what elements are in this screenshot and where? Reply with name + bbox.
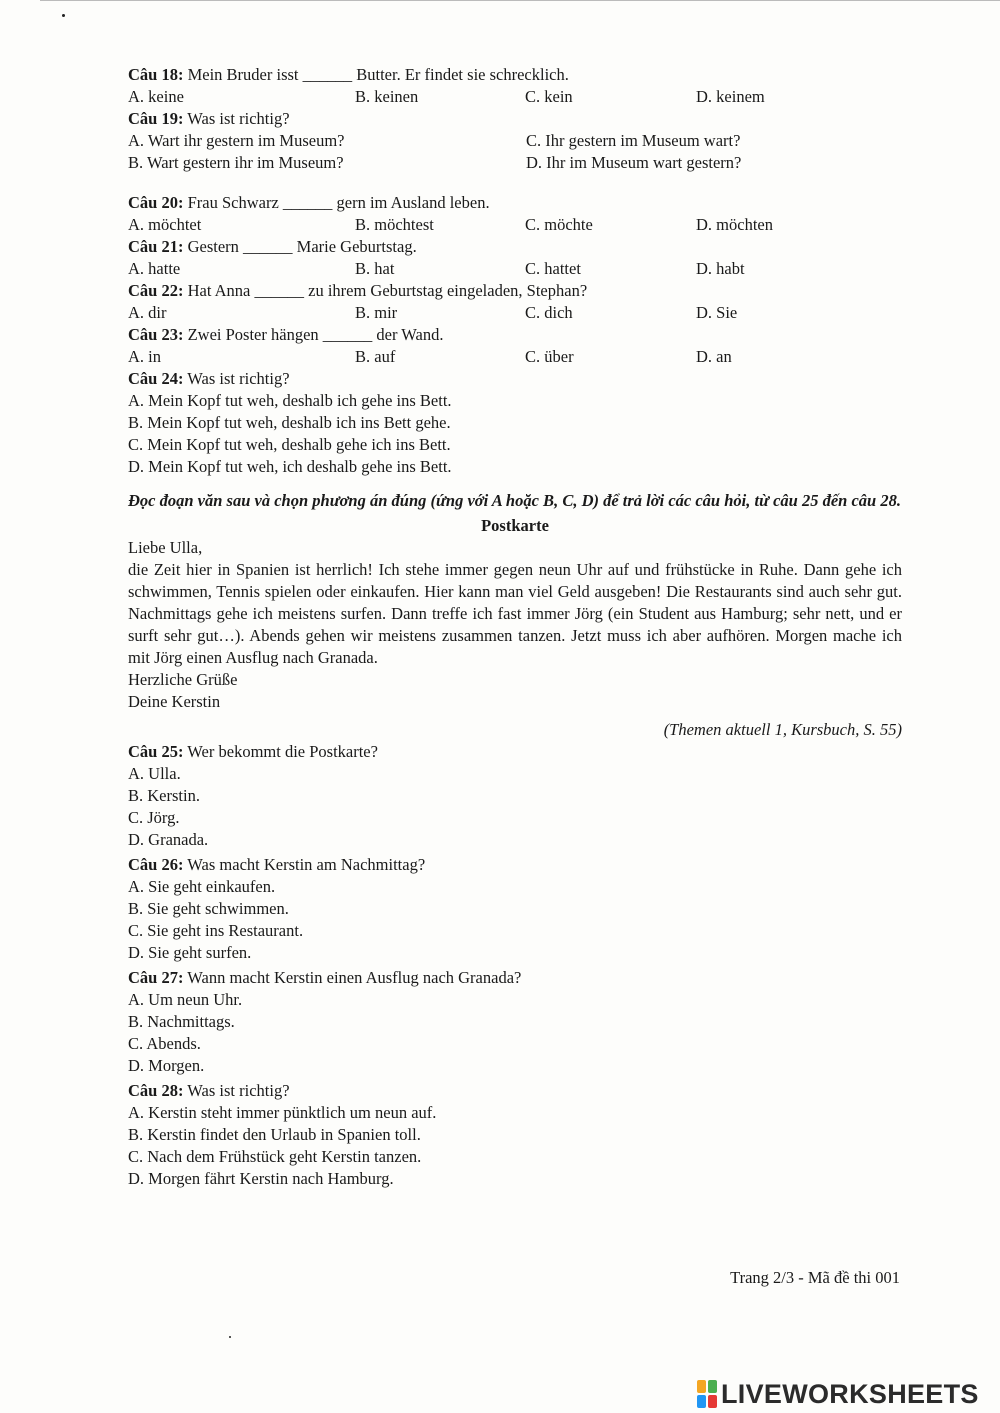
options-26 [128, 876, 902, 964]
brand-text: LIVEWORKSHEETS [721, 1378, 979, 1409]
question-20 [128, 192, 902, 214]
postcard-source: (Themen aktuell 1, Kursbuch, S. 55) [663, 720, 902, 739]
question-text: Wer bekommt die Postkarte? [187, 742, 378, 761]
option-a[interactable]: A. dir [128, 303, 167, 322]
option-c[interactable]: C. Ihr gestern im Museum wart? [526, 131, 741, 150]
option-a[interactable]: A. möchtet [128, 215, 202, 234]
question-text: Frau Schwarz ______ gern im Ausland leben. [187, 193, 490, 212]
option-c[interactable]: C. Sie geht ins Restaurant. [128, 921, 304, 940]
option-d[interactable]: D. Ihr im Museum wart gestern? [526, 153, 742, 172]
question-24 [128, 368, 902, 390]
option-d[interactable]: D. habt [696, 259, 745, 278]
options-19 [128, 130, 902, 174]
postcard-signature: Deine Kerstin [128, 692, 221, 711]
option-b[interactable]: B. Sie geht schwimmen. [128, 899, 289, 918]
option-d[interactable]: D. Mein Kopf tut weh, ich deshalb gehe ins Bett. [128, 457, 452, 476]
question-text: Was ist richtig? [187, 369, 290, 388]
question-text: Zwei Poster hängen ______ der Wand. [187, 325, 444, 344]
option-c[interactable]: C. möchte [525, 215, 593, 234]
option-d[interactable]: D. Sie [696, 303, 738, 322]
options-27 [128, 989, 902, 1077]
question-27 [128, 967, 902, 989]
question-25 [128, 741, 902, 763]
option-a[interactable]: A. Wart ihr gestern im Museum? [128, 131, 345, 150]
postcard-title: Postkarte [481, 516, 549, 535]
question-label: Câu 25: [128, 742, 184, 761]
option-b[interactable]: B. Kerstin findet den Urlaub in Spanien toll. [128, 1125, 421, 1144]
option-a[interactable]: A. keine [128, 87, 184, 106]
logo-square [697, 1395, 706, 1408]
option-d[interactable]: D. Granada. [128, 830, 209, 849]
option-a[interactable]: A. Um neun Uhr. [128, 990, 243, 1009]
options-22 [128, 302, 902, 324]
postcard-body: die Zeit hier in Spanien ist herrlich! Ich stehe immer gegen neun Uhr auf und frühstücke in Ruhe. Dann gehe ich schwimmen, Tennis spielen oder einkaufen. Hier kann man viel Geld ausgeben! Die Restaurants sind auch sehr gut. Nachmittags gehe ich meistens surfen. Dann treffe ich fast immer Jörg (ein Student aus Hamburg; sehr nett, und er surft sehr gut…). Abends gehen wir meistens zusammen tanzen. Jetzt muss ich aber aufhören. Morgen mache ich mit Jörg einen Ausflug nach Granada. [128, 560, 902, 667]
question-label: Câu 18: [128, 65, 184, 84]
spacer [128, 174, 902, 186]
option-c[interactable]: C. dich [525, 303, 573, 322]
question-text: Wann macht Kerstin einen Ausflug nach Granada? [187, 968, 522, 987]
option-a[interactable]: A. Sie geht einkaufen. [128, 877, 276, 896]
top-border-line [40, 0, 1000, 1]
question-text: Gestern ______ Marie Geburtstag. [187, 237, 417, 256]
question-label: Câu 19: [128, 109, 184, 128]
option-b[interactable]: B. Mein Kopf tut weh, deshalb ich ins Bett gehe. [128, 413, 451, 432]
option-a[interactable]: A. hatte [128, 259, 181, 278]
option-c[interactable]: C. Nach dem Frühstück geht Kerstin tanzen. [128, 1147, 422, 1166]
question-label: Câu 23: [128, 325, 184, 344]
question-text: Was ist richtig? [187, 109, 290, 128]
option-b[interactable]: B. auf [355, 347, 396, 366]
question-text: Was ist richtig? [187, 1081, 290, 1100]
question-label: Câu 24: [128, 369, 184, 388]
option-d[interactable]: D. Morgen fährt Kerstin nach Hamburg. [128, 1169, 394, 1188]
option-c[interactable]: C. über [525, 347, 574, 366]
option-b[interactable]: B. keinen [355, 87, 419, 106]
options-18 [128, 86, 902, 108]
option-d[interactable]: D. keinem [696, 87, 765, 106]
question-label: Câu 22: [128, 281, 184, 300]
options-21 [128, 258, 902, 280]
scan-dot [229, 1336, 231, 1338]
question-23 [128, 324, 902, 346]
option-c[interactable]: C. hattet [525, 259, 581, 278]
exam-content [128, 64, 902, 1190]
question-label: Câu 20: [128, 193, 184, 212]
option-b[interactable]: B. mir [355, 303, 398, 322]
question-18 [128, 64, 902, 86]
option-a[interactable]: A. Mein Kopf tut weh, deshalb ich gehe ins Bett. [128, 391, 452, 410]
question-text: Was macht Kerstin am Nachmittag? [187, 855, 426, 874]
option-b[interactable]: B. Wart gestern ihr im Museum? [128, 153, 344, 172]
option-d[interactable]: D. möchten [696, 215, 773, 234]
options-20 [128, 214, 902, 236]
question-label: Câu 28: [128, 1081, 184, 1100]
options-24 [128, 390, 902, 478]
question-19 [128, 108, 902, 130]
option-d[interactable]: D. an [696, 347, 732, 366]
question-text: Hat Anna ______ zu ihrem Geburtstag eingeladen, Stephan? [187, 281, 588, 300]
option-b[interactable]: B. möchtest [355, 215, 434, 234]
question-label: Câu 21: [128, 237, 184, 256]
option-a[interactable]: A. Kerstin steht immer pünktlich um neun auf. [128, 1103, 437, 1122]
option-c[interactable]: C. Mein Kopf tut weh, deshalb gehe ich ins Bett. [128, 435, 451, 454]
option-d[interactable]: D. Morgen. [128, 1056, 205, 1075]
question-label: Câu 26: [128, 855, 184, 874]
logo-square [708, 1395, 717, 1408]
option-c[interactable]: C. kein [525, 87, 573, 106]
question-26 [128, 854, 902, 876]
question-22 [128, 280, 902, 302]
postcard-greeting: Liebe Ulla, [128, 538, 203, 557]
scan-dot [62, 14, 65, 17]
options-28 [128, 1102, 902, 1190]
option-a[interactable]: A. in [128, 347, 161, 366]
liveworksheets-brand[interactable] [697, 1378, 979, 1410]
options-23 [128, 346, 902, 368]
question-label: Câu 27: [128, 968, 184, 987]
liveworksheets-logo-icon [697, 1380, 717, 1408]
page-footer: Trang 2/3 - Mã đề thi 001 [730, 1268, 900, 1287]
logo-square [697, 1380, 706, 1393]
reading-instruction: Đọc đoạn văn sau và chọn phương án đúng (ứng với A hoặc B, C, D) để trả lời các câu hỏi, từ câu 25 đến câu 28. [128, 491, 901, 510]
option-b[interactable]: B. Nachmittags. [128, 1012, 235, 1031]
logo-square [708, 1380, 717, 1393]
option-c[interactable]: C. Abends. [128, 1034, 201, 1053]
options-25 [128, 763, 902, 851]
question-28 [128, 1080, 902, 1102]
option-d[interactable]: D. Sie geht surfen. [128, 943, 252, 962]
option-c[interactable]: C. Jörg. [128, 808, 180, 827]
option-b[interactable]: B. hat [355, 259, 395, 278]
question-21 [128, 236, 902, 258]
postcard-closing: Herzliche Grüße [128, 670, 238, 689]
option-a[interactable]: A. Ulla. [128, 764, 181, 783]
question-text: Mein Bruder isst ______ Butter. Er findet sie schrecklich. [187, 65, 569, 84]
option-b[interactable]: B. Kerstin. [128, 786, 200, 805]
